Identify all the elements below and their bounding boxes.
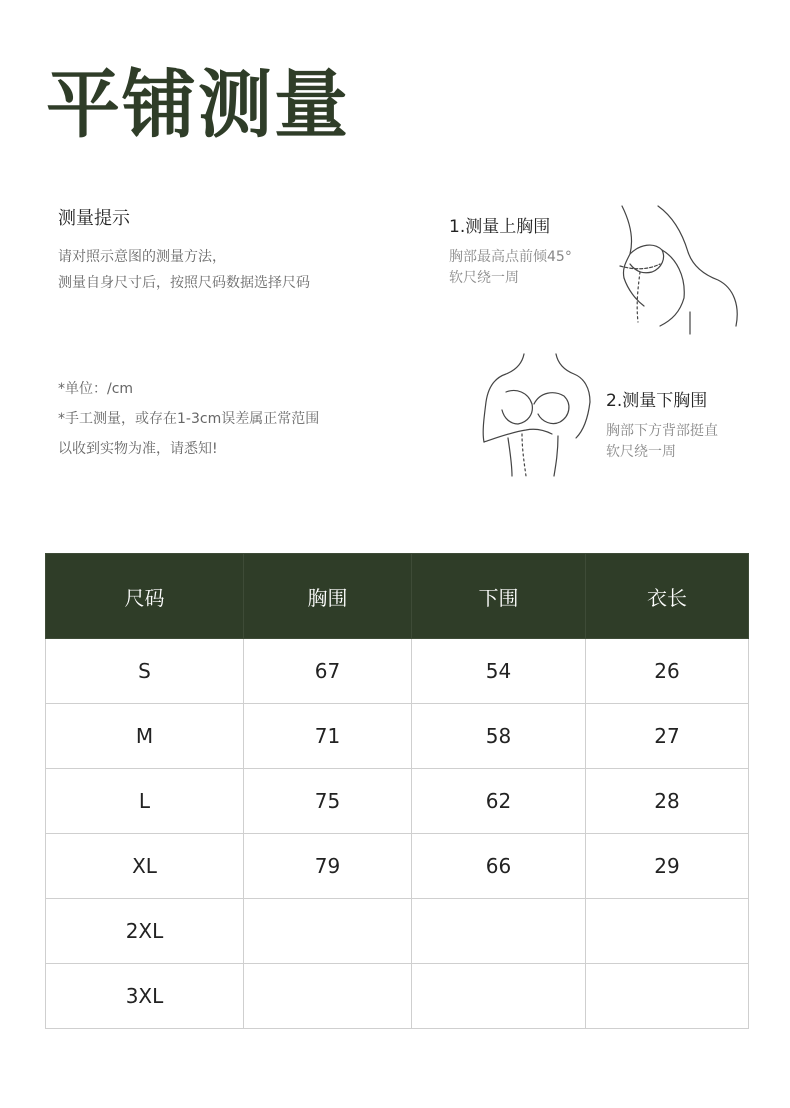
cell-underbust: 62 (412, 769, 586, 834)
cell-bust: 75 (244, 769, 412, 834)
table-row (46, 964, 749, 1029)
cell-bust (244, 964, 412, 1029)
tips-line: 请对照示意图的测量方法， (58, 249, 226, 265)
step-2-desc: 软尺绕一周 (606, 444, 676, 460)
cell-bust: 67 (244, 639, 412, 704)
cell-bust: 79 (244, 834, 412, 899)
cell-underbust: 54 (412, 639, 586, 704)
disclaimer-note: 以收到实物为准，请悉知! (58, 441, 218, 457)
step-2-title: 2.测量下胸围 (606, 391, 708, 411)
cell-underbust (412, 964, 586, 1029)
step-2-desc: 胸部下方背部挺直 (606, 423, 718, 439)
cell-bust: 71 (244, 704, 412, 769)
step-1-desc: 软尺绕一周 (449, 270, 519, 286)
header-length: 衣长 (586, 554, 749, 639)
cell-size: S (46, 639, 244, 704)
cell-length (586, 964, 749, 1029)
header-underbust: 下围 (412, 554, 586, 639)
cell-size: M (46, 704, 244, 769)
cell-length (586, 899, 749, 964)
size-table (45, 553, 749, 1029)
cell-length: 27 (586, 704, 749, 769)
cell-length: 29 (586, 834, 749, 899)
header-bust: 胸围 (244, 554, 412, 639)
page-title: 平铺测量 (46, 62, 350, 148)
cell-underbust: 58 (412, 704, 586, 769)
error-note: *手工测量，或存在1-3cm误差属正常范围 (58, 411, 320, 427)
cell-bust (244, 899, 412, 964)
cell-size: 2XL (46, 899, 244, 964)
table-header-row (46, 554, 749, 639)
table-row (46, 899, 749, 964)
cell-size: 3XL (46, 964, 244, 1029)
table-row (46, 639, 749, 704)
lower-bust-figure (472, 352, 597, 477)
cell-length: 28 (586, 769, 749, 834)
cell-size: L (46, 769, 244, 834)
cell-underbust: 66 (412, 834, 586, 899)
table-row (46, 704, 749, 769)
cell-length: 26 (586, 639, 749, 704)
step-1-title: 1.测量上胸围 (449, 217, 551, 237)
cell-size: XL (46, 834, 244, 899)
upper-bust-figure (600, 202, 745, 337)
unit-note: *单位：/cm (58, 381, 134, 397)
step-1-desc: 胸部最高点前倾45° (449, 249, 572, 265)
tips-line: 测量自身尺寸后，按照尺码数据选择尺码 (58, 275, 310, 291)
cell-underbust (412, 899, 586, 964)
table-row (46, 834, 749, 899)
header-size: 尺码 (46, 554, 244, 639)
table-row (46, 769, 749, 834)
tips-heading: 测量提示 (58, 208, 130, 229)
